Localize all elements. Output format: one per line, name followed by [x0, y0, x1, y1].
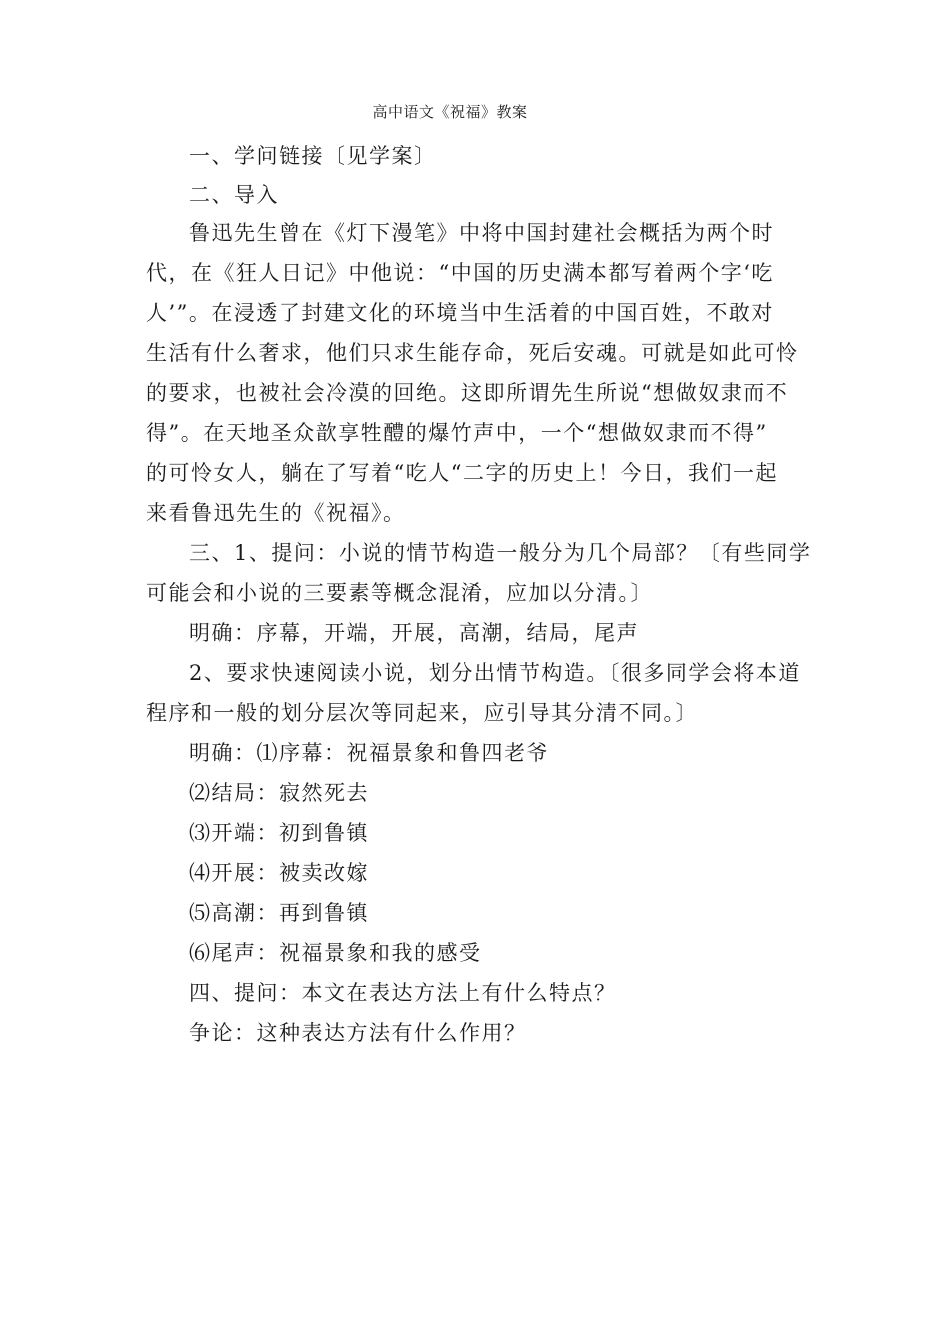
section-heading-knowledge-link: 一、学问链接〔见学案〕: [189, 144, 437, 168]
intro-paragraph-line-6: 得”。在天地圣众歆享牲醴的爆竹声中，一个“想做奴隶而不得”: [146, 421, 768, 445]
question-2-line-1: 2、要求快速阅读小说，划分出情节构造。〔很多同学会将本道: [189, 661, 801, 685]
question-2-line-2: 程序和一般的划分层次等同起来，应引导其分清不同。〕: [146, 701, 698, 725]
answer-2-item-3: ⑶开端：初到鲁镇: [189, 821, 369, 845]
intro-paragraph-line-5: 的要求，也被社会冷漠的回绝。这即所谓先生所说“想做奴隶而不: [146, 381, 789, 405]
question-1-line-1: 三、1、提问：小说的情节构造一般分为几个局部？〔有些同学: [189, 541, 812, 565]
intro-paragraph-line-3: 人’”。在浸透了封建文化的环境当中生活着的中国百姓，不敢对: [146, 301, 774, 325]
intro-paragraph-line-7: 的可怜女人，躺在了写着“吃人“二字的历史上！今日，我们一起: [146, 461, 778, 485]
question-1-line-2: 可能会和小说的三要素等概念混淆，应加以分清。〕: [146, 581, 653, 605]
answer-1: 明确：序幕，开端，开展，高潮，结局，尾声: [189, 621, 639, 645]
intro-paragraph-line-1: 鲁迅先生曾在《灯下漫笔》中将中国封建社会概括为两个时: [189, 221, 774, 245]
section-four-question: 四、提问：本文在表达方法上有什么特点？: [189, 981, 617, 1005]
intro-paragraph-line-8: 来看鲁迅先生的《祝福》。: [146, 501, 406, 525]
answer-2-item-5: ⑸高潮：再到鲁镇: [189, 901, 369, 925]
intro-paragraph-line-2: 代，在《狂人日记》中他说：“中国的历史满本都写着两个字‘吃: [146, 261, 774, 285]
answer-2-item-2: ⑵结局：寂然死去: [189, 781, 369, 805]
discussion-question: 争论：这种表达方法有什么作用？: [189, 1021, 527, 1045]
answer-2-item-4: ⑷开展：被卖改嫁: [189, 861, 369, 885]
answer-2-item-1: 明确：⑴序幕：祝福景象和鲁四老爷: [189, 741, 549, 765]
document-title: 高中语文《祝福》教案: [372, 103, 528, 121]
answer-2-item-6: ⑹尾声：祝福景象和我的感受: [189, 941, 482, 965]
section-heading-introduction: 二、导入: [189, 183, 279, 207]
intro-paragraph-line-4: 生活有什么奢求，他们只求生能存命，死后安魂。可就是如此可怜: [146, 341, 799, 365]
